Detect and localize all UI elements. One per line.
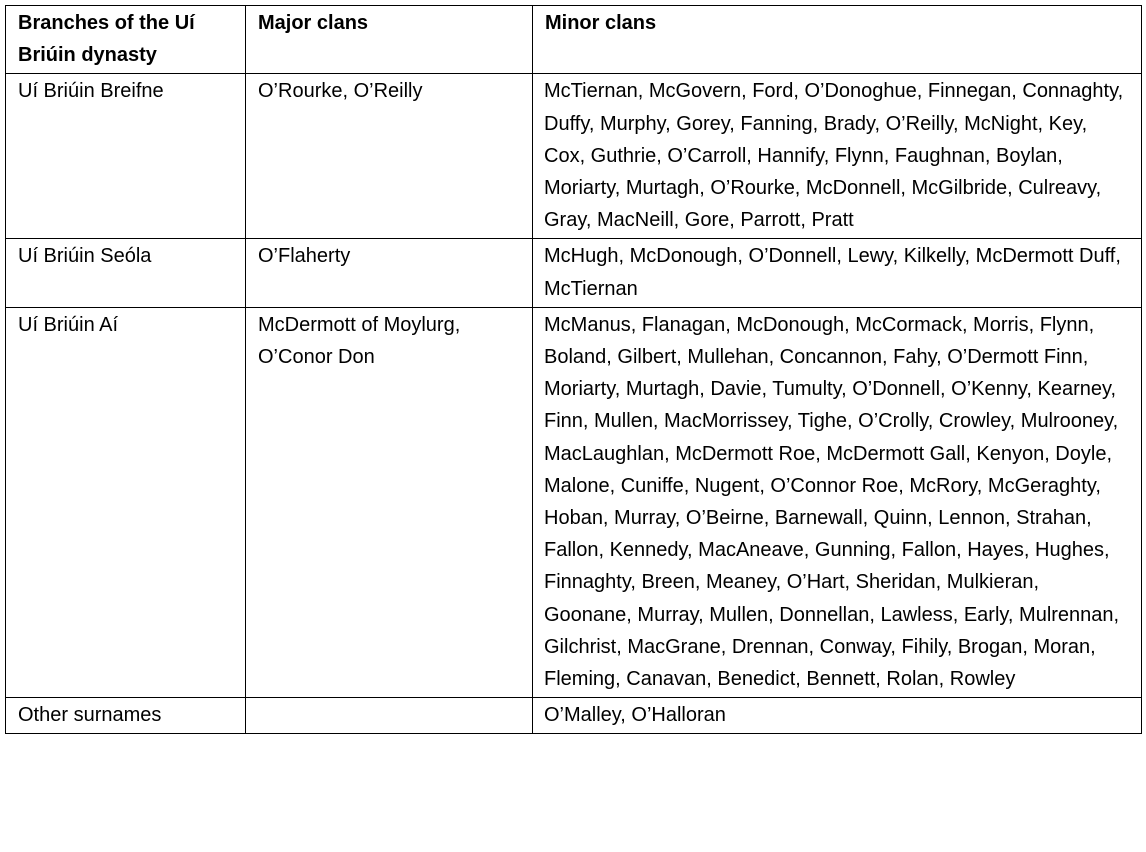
header-branches: Branches of the Uí Briúin dynasty xyxy=(6,6,246,74)
minor-clans-cell: McTiernan, McGovern, Ford, O’Donoghue, Finnegan, Connaghty, Duffy, Murphy, Gorey, Fanning, Brady, O’Reilly, McNight, Key, Cox, Guthrie, O’Carroll, Hannify, Flynn, Faughnan, Boylan, Moriarty, Murtagh, O’Rourke, McDonnell, McGilbride, Culreavy, Gray, MacNeill, Gore, Parrott, Pratt xyxy=(533,74,1142,239)
branch-cell: Other surnames xyxy=(6,698,246,734)
header-major-clans: Major clans xyxy=(246,6,533,74)
branch-cell: Uí Briúin Breifne xyxy=(6,74,246,239)
branch-cell: Uí Briúin Aí xyxy=(6,307,246,697)
branch-cell: Uí Briúin Seóla xyxy=(6,239,246,307)
minor-clans-cell: O’Malley, O’Halloran xyxy=(533,698,1142,734)
table-row xyxy=(6,239,1142,307)
major-clans-cell xyxy=(246,698,533,734)
major-clans-cell: O’Flaherty xyxy=(246,239,533,307)
major-clans-cell: O’Rourke, O’Reilly xyxy=(246,74,533,239)
minor-clans-cell: McManus, Flanagan, McDonough, McCormack, Morris, Flynn, Boland, Gilbert, Mullehan, Concannon, Fahy, O’Dermott Finn, Moriarty, Murtagh, Davie, Tumulty, O’Donnell, O’Kenny, Kearney, Finn, Mullen, MacMorrissey, Tighe, O’Crolly, Crowley, Mulrooney, MacLaughlan, McDermott Roe, McDermott Gall, Kenyon, Doyle, Malone, Cuniffe, Nugent, O’Connor Roe, McRory, McGeraghty, Hoban, Murray, O’Beirne, Barnewall, Quinn, Lennon, Strahan, Fallon, Kennedy, MacAneave, Gunning, Fallon, Hayes, Hughes, Finnaghty, Breen, Meaney, O’Hart, Sheridan, Mulkieran, Goonane, Murray, Mullen, Donnellan, Lawless, Early, Mulrennan, Gilchrist, MacGrane, Drennan, Conway, Fihily, Brogan, Moran, Fleming, Canavan, Benedict, Bennett, Rolan, Rowley xyxy=(533,307,1142,697)
table-row xyxy=(6,307,1142,697)
minor-clans-cell: McHugh, McDonough, O’Donnell, Lewy, Kilkelly, McDermott Duff, McTiernan xyxy=(533,239,1142,307)
clans-table xyxy=(5,5,1142,734)
table-row xyxy=(6,698,1142,734)
header-minor-clans: Minor clans xyxy=(533,6,1142,74)
table-row xyxy=(6,74,1142,239)
header-row xyxy=(6,6,1142,74)
major-clans-cell: McDermott of Moylurg, O’Conor Don xyxy=(246,307,533,697)
